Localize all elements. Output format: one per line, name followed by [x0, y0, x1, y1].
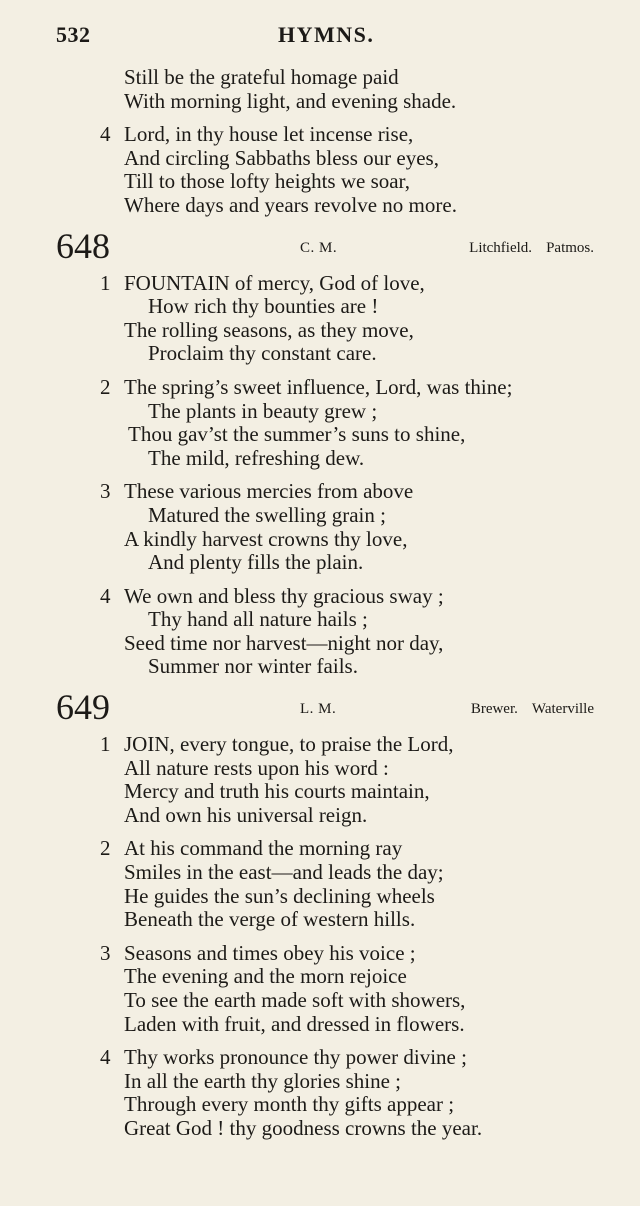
verse-line-text: The spring’s sweet influence, Lord, was thine;	[124, 374, 513, 399]
verse-line: Seed time nor harvest—night nor day,	[124, 630, 444, 655]
verse-line: And own his universal reign.	[124, 802, 368, 827]
page-number: 532	[56, 22, 91, 47]
verse-number: 4	[100, 1045, 111, 1070]
verse-line: To see the earth made soft with showers,	[124, 988, 466, 1012]
verse-line: In all the earth thy glories shine ;	[124, 1068, 402, 1093]
verse-line: Thy hand all nature hails ;	[148, 607, 368, 632]
verse-number: 3	[100, 940, 111, 965]
verse	[0, 837, 640, 931]
verse-line-text: FOUNTAIN of mercy, God of love,	[124, 270, 425, 295]
verse-line-text: JOIN, every tongue, to praise the Lord,	[124, 732, 454, 757]
verse-line: Proclaim thy constant care.	[148, 341, 377, 366]
verse-number: 2	[100, 374, 111, 399]
hymn-heading	[0, 687, 640, 731]
verse-line: Where days and years revolve no more.	[124, 192, 457, 217]
verse-line: With morning light, and evening shade.	[124, 88, 457, 113]
verse-line: He guides the sun’s declining wheels	[124, 883, 435, 908]
verse-line	[0, 480, 640, 504]
verse-line-text: Seasons and times obey his voice ;	[124, 940, 416, 965]
verse-number: 2	[100, 836, 111, 861]
verse-line: Till to those lofty heights we soar,	[124, 169, 410, 194]
verse-line: Still be the grateful homage paid	[124, 65, 399, 89]
verse-number: 3	[100, 479, 111, 504]
verse-line	[0, 272, 640, 296]
verse-line	[0, 837, 640, 861]
verse-line: Beneath the verge of western hills.	[124, 907, 416, 932]
verse-line: How rich thy bounties are !	[148, 294, 379, 319]
verse-number: 4	[100, 583, 111, 608]
verse	[0, 376, 640, 470]
verse-line	[0, 376, 640, 400]
verse-line: Mercy and truth his courts maintain,	[124, 779, 430, 804]
verse-line: All nature rests upon his word :	[124, 755, 389, 780]
verse-line: Smiles in the east—and leads the day;	[124, 860, 444, 885]
tune-name: Litchfield.	[469, 239, 533, 256]
tune-names	[471, 701, 594, 718]
verse	[0, 585, 640, 679]
verse	[0, 942, 640, 1036]
verse-line-text: These various mercies from above	[124, 479, 414, 504]
verse-line: Great God ! thy goodness crowns the year.	[124, 1115, 483, 1140]
hymn-number: 648	[56, 225, 110, 266]
verse-line: Summer nor winter fails.	[148, 654, 358, 679]
hymn-meter: C. M.	[300, 239, 338, 256]
verse	[0, 480, 640, 574]
verse-line: Matured the swelling grain ;	[148, 502, 386, 527]
verse-number: 1	[100, 270, 111, 295]
verse-line-text: We own and bless thy gracious sway ;	[124, 583, 444, 608]
verse-line: Through every month thy gifts appear ;	[124, 1092, 455, 1117]
verse-line: And plenty fills the plain.	[148, 550, 364, 575]
verse-line-text: Lord, in thy house let incense rise,	[124, 122, 414, 147]
verse-line	[0, 585, 640, 609]
hymn-heading	[0, 226, 640, 270]
verse-line: The mild, refreshing dew.	[148, 445, 365, 470]
hymn-number: 649	[56, 687, 110, 728]
verse-line	[0, 942, 640, 966]
verse-line: A kindly harvest crowns thy love,	[124, 526, 408, 551]
verse-line-text: Thy works pronounce thy power divine ;	[124, 1045, 467, 1070]
verse-line: And circling Sabbaths bless our eyes,	[124, 145, 439, 170]
verse-number: 1	[100, 732, 111, 757]
hymn-meter: L. M.	[300, 701, 337, 718]
verse-line: The rolling seasons, as they move,	[124, 317, 414, 342]
verse-line	[0, 1046, 640, 1070]
verse-line	[0, 733, 640, 757]
verse-line: The plants in beauty grew ;	[148, 398, 378, 423]
verse-continued	[0, 66, 640, 113]
tune-name: Waterville	[531, 701, 594, 718]
verse-line	[0, 123, 640, 147]
verse-line: Laden with fruit, and dressed in flowers.	[124, 1011, 465, 1036]
verse	[0, 123, 640, 217]
verse	[0, 733, 640, 827]
verse-line-text: At his command the morning ray	[124, 836, 403, 861]
verse	[0, 272, 640, 366]
verse-number: 4	[100, 122, 111, 147]
page-header	[0, 22, 640, 50]
tune-name: Patmos.	[546, 239, 594, 256]
verse-line: Thou gav’st the summer’s suns to shine,	[128, 422, 466, 447]
tune-name: Brewer.	[470, 701, 518, 718]
page-body	[0, 66, 640, 1141]
tune-names	[469, 240, 594, 257]
running-head: HYMNS.	[278, 22, 375, 47]
verse-line: The evening and the morn rejoice	[124, 964, 407, 989]
verse	[0, 1046, 640, 1140]
